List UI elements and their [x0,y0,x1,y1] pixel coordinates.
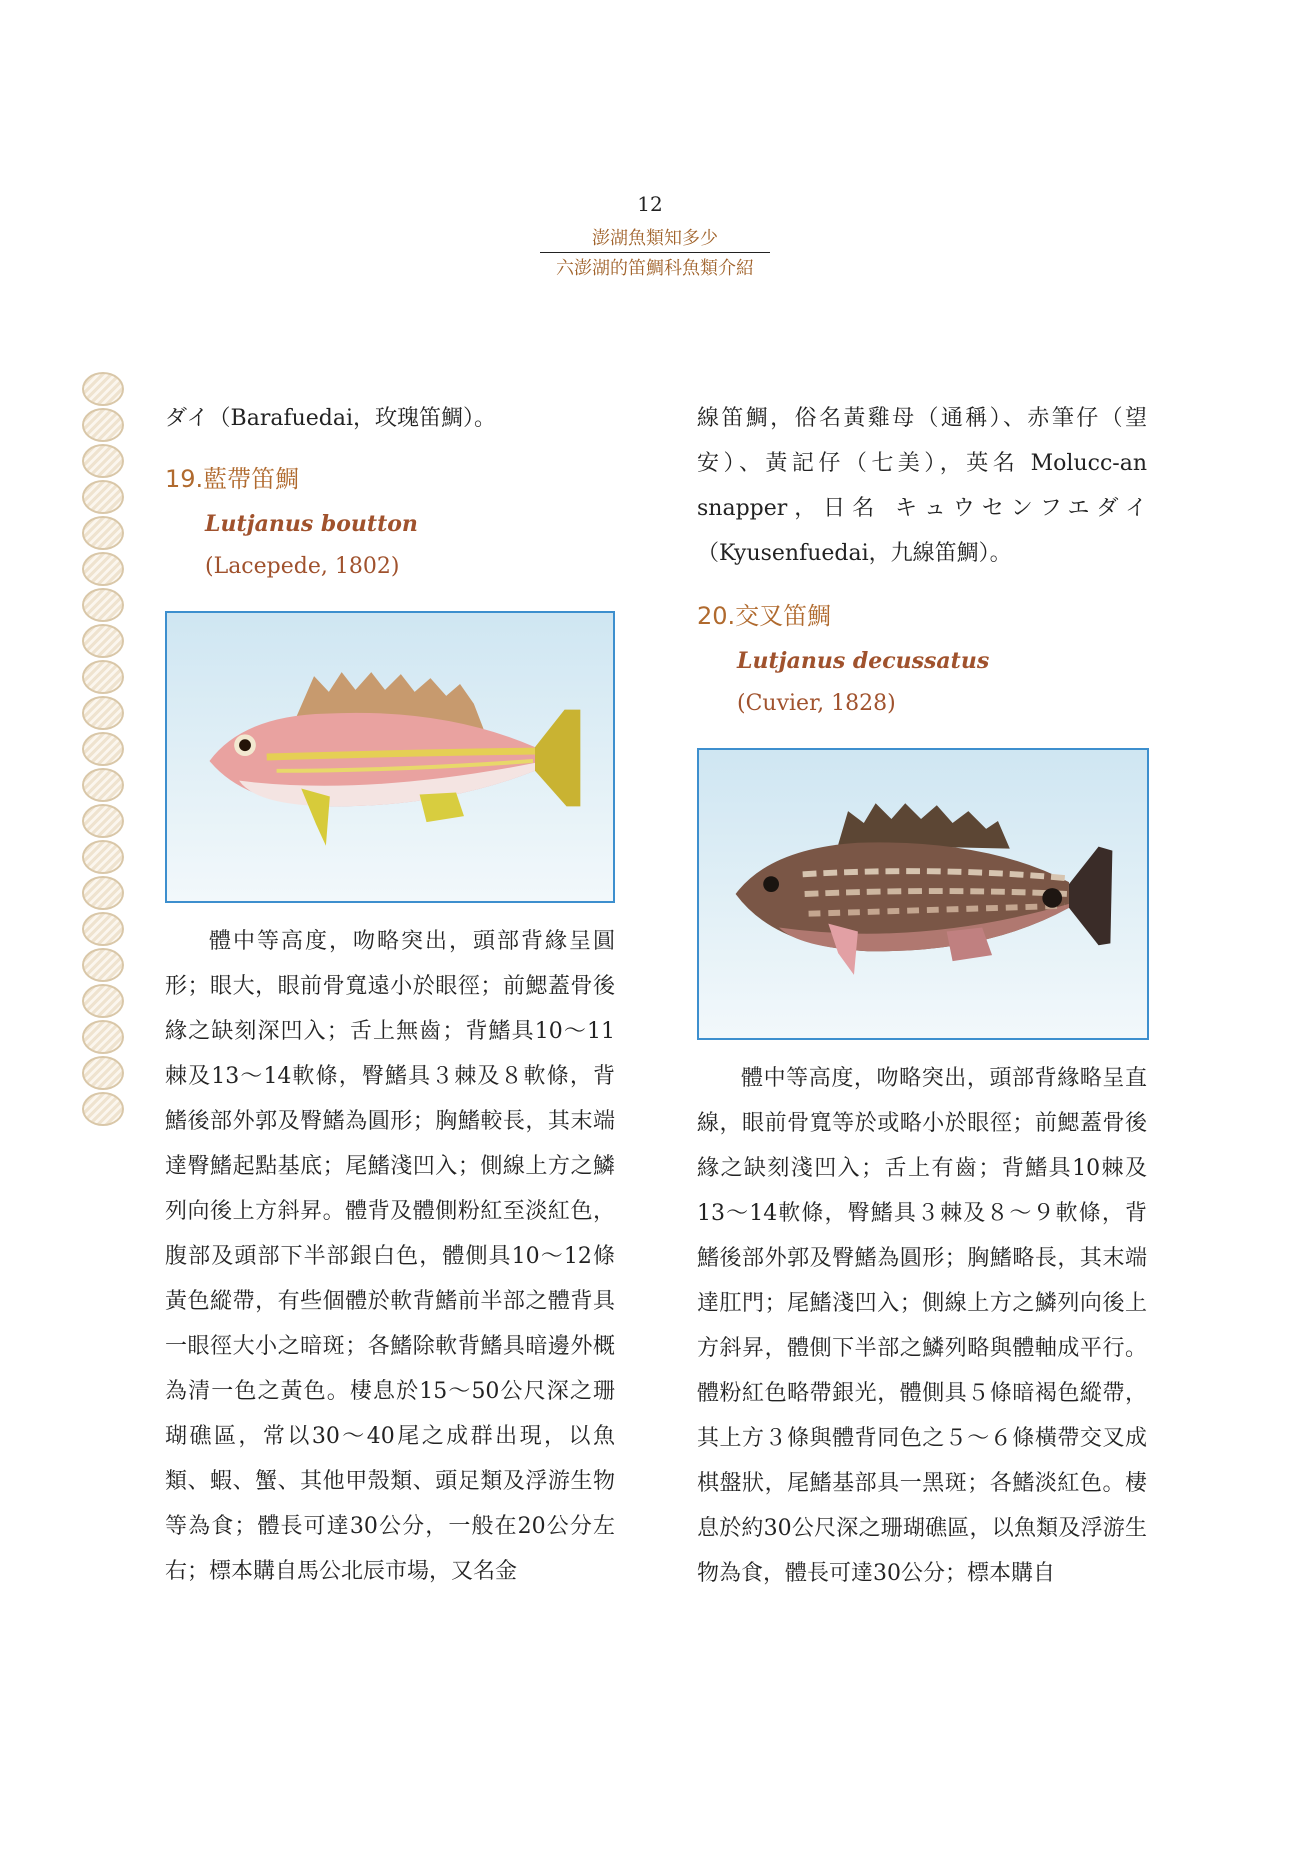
intro-line: ダイ（Barafuedai，玫瑰笛鯛）。 [165,406,497,431]
decorative-spiral-binding [82,372,122,1128]
fish-photo-lutjanus-boutton [165,611,615,903]
right-column [697,396,1147,1596]
fish-lutjanus-decussatus-illustration [699,750,1147,1038]
species-description: 體中等高度，吻略突出，頭部背緣略呈直線，眼前骨寬等於或略小於眼徑；前鰓蓋骨後緣之缺刻淺凹入；舌上有齒；背鰭具10棘及13～14軟條，臀鰭具３棘及８～９軟條，背鰭後部外郭及臀鰭為圓形；胸鰭略長，其末端達肛門；尾鰭淺凹入；側線上方之鱗列向後上方斜昇，體側下半部之鱗列略與體軸成平行。體粉紅色略帶銀光，體側具５條暗褐色縱帶，其上方３條與體背同色之５～６條橫帶交叉成棋盤狀，尾鰭基部具一黑斑；各鰭淡紅色。棲息於約30公尺深之珊瑚礁區，以魚類及浮游生物為食，體長可達30公分；標本購自 [697,1066,1147,1586]
continued-text: 線笛鯛，俗名黃雞母（通稱）、赤筆仔（望安）、黃記仔（七美），英名 Molucc-an snapper，日名 キュウセンフエダイ（Kyusenfuedai，九線笛鯛）。 [697,406,1147,566]
scientific-name: Lutjanus boutton [205,511,418,537]
left-column [165,396,615,1594]
running-title: 澎湖魚類知多少 [540,226,770,253]
scientific-name: Lutjanus decussatus [737,648,990,674]
fish-photo-lutjanus-decussatus [697,748,1149,1040]
species-heading: 20.交叉笛鯛 [697,602,832,630]
chapter-title: 六澎湖的笛鯛科魚類介紹 [556,258,754,279]
page-number: 12 [637,192,663,216]
species-description: 體中等高度，吻略突出，頭部背緣呈圓形；眼大，眼前骨寬遠小於眼徑；前鰓蓋骨後緣之缺刻深凹入；舌上無齒；背鰭具10～11棘及13～14軟條，臀鰭具３棘及８軟條，背鰭後部外郭及臀鰭為圓形；胸鰭較長，其末端達臀鰭起點基底；尾鰭淺凹入；側線上方之鱗列向後上方斜昇。體背及體側粉紅至淡紅色，腹部及頭部下半部銀白色，體側具10～12條黃色縱帶，有些個體於軟背鰭前半部之體背具一眼徑大小之暗斑；各鰭除軟背鰭具暗邊外概為清一色之黃色。棲息於15～50公尺深之珊瑚礁區，常以30～40尾之成群出現，以魚類、蝦、蟹、其他甲殼類、頭足類及浮游生物等為食；體長可達30公分，一般在20公分左右；標本購自馬公北辰市場，又名金 [165,929,615,1584]
species-heading: 19.藍帶笛鯛 [165,465,300,493]
species-authority: (Lacepede, 1802) [205,554,400,579]
species-authority: (Cuvier, 1828) [737,691,896,716]
fish-lutjanus-boutton-illustration [167,613,613,901]
